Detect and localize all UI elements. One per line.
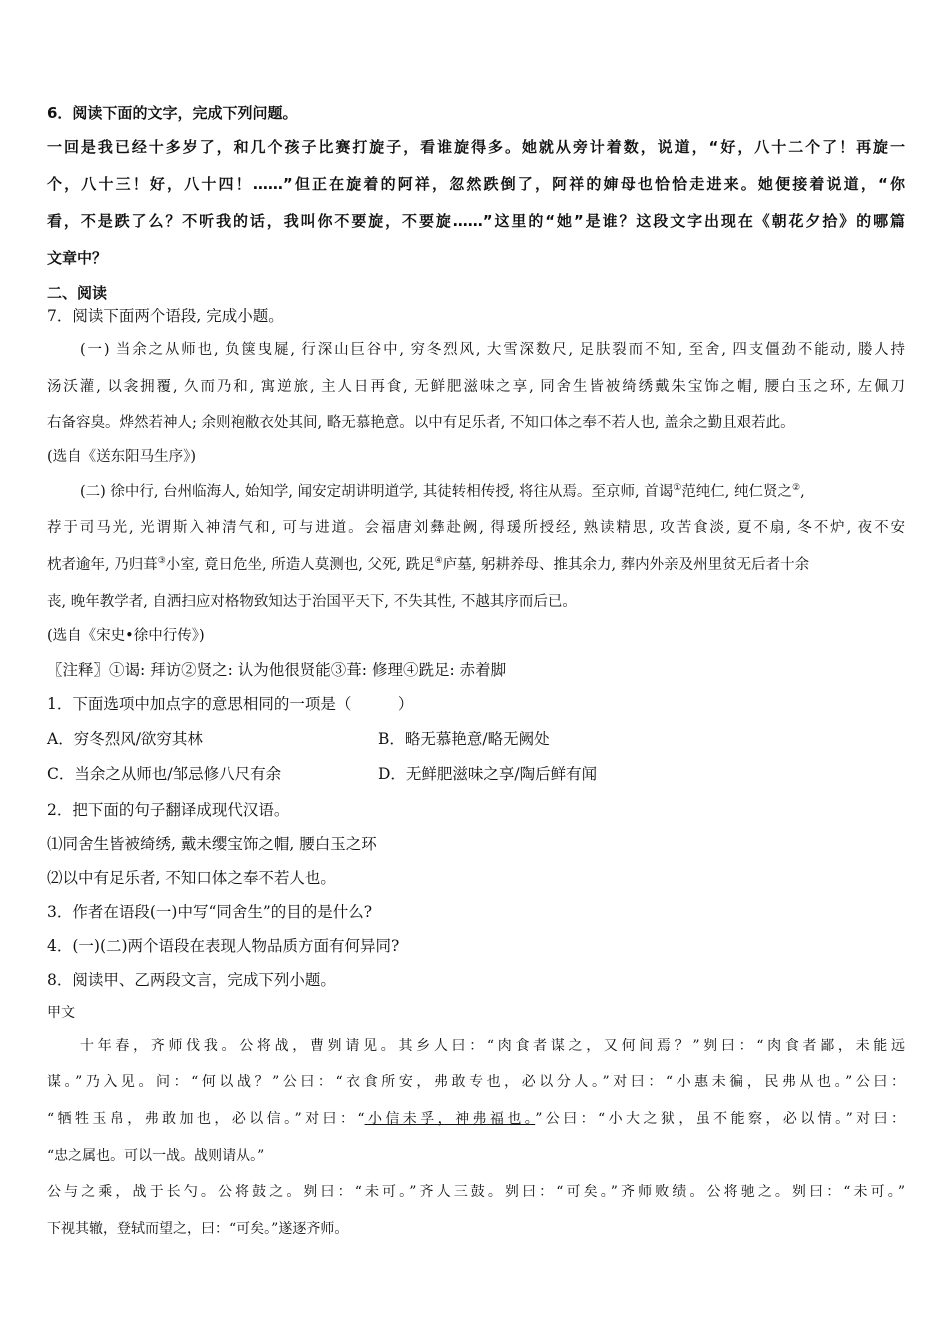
q7-notes: 〖注释〗①谒: 拜访②贤之: 认为他很贤能③葺: 修理④跣足: 赤着脚 [47,661,507,679]
q8-title: 8．阅读甲、乙两段文言，完成下列小题。 [47,971,336,989]
passage2-text: (二) 徐中行, 台州临海人, 始知学, 闻安定胡讲明道学, 其徒转相传授, 将往从焉。至京师, 首谒 [80,484,674,500]
footnote-mark: ④ [434,556,443,567]
passage2-text: 小室, 竟日危坐, 所造人莫测也, 父死, 跣足 [165,557,435,573]
q7-passage1-line-2: 汤沃灌, 以衾拥覆, 久而乃和, 寓逆旅, 主人日再食, 无鲜肥滋味之享, 同舍生皆被绮绣戴朱宝饰之帽, 腰白玉之环, 左佩刀 [47,379,905,395]
q6-title: 6．阅读下面的文字，完成下列问题。 [47,104,298,122]
q8-jia-line-3 [47,1109,905,1129]
q7-subquestion-2: 2．把下面的句子翻译成现代汉语。 [47,801,290,819]
passage2-text: 庐墓, 躬耕养母、推其余力, 葬内外亲及州里贫无后者十余 [442,557,810,573]
jia-text: ”公曰：“小大之狱，虽不能察，必以情。”对曰： [535,1111,905,1127]
jia-text: “牺牲玉帛，弗敢加也，必以信。”对曰：“ [47,1111,365,1127]
q6-line-1: 一回是我已经十多岁了，和几个孩子比赛打旋子，看谁旋得多。她就从旁计着数，说道，“好，八十二个了！再旋一 [47,138,905,156]
q6-line-4: 文章中？ [47,249,108,267]
q7-passage1-source: (选自《送东阳马生序》) [47,449,197,465]
q8-jia-line-1: 十年春，齐师伐我。公将战，曹刿请见。其乡人曰：“肉食者谋之，又何间焉？”刿曰：“肉食者鄙，未能远 [80,1038,905,1054]
q7-passage2-source: (选自《宋史•徐中行传》) [47,628,205,644]
q8-jia-line-6: 下视其辙，登轼而望之，曰：“可矣。”遂逐齐师。 [47,1221,349,1237]
q7-title: 7．阅读下面两个语段, 完成小题。 [47,307,284,325]
section-heading: 二、阅读 [47,284,108,302]
q7-subquestion-4: 4．(一)(二)两个语段在表现人物品质方面有何异同? [47,937,400,955]
q8-jia-label: 甲文 [47,1005,75,1021]
q7-subquestion-2-item-1: ⑴同舍生皆被绮绣, 戴未缨宝饰之帽, 腰白玉之环 [47,835,377,853]
footnote-mark: ② [792,483,801,494]
passage2-text: , [800,484,805,500]
footnote-mark: ③ [157,556,166,567]
option-b[interactable]: B．略无慕艳意/略无阙处 [378,730,550,748]
q6-line-3: 看，不是跌了么？不听我的话，我叫你不要旋，不要旋……”这里的“她”是谁？这段文字出现在《朝花夕拾》的哪篇 [47,212,905,230]
footnote-mark: ① [673,483,682,494]
q7-passage2-line-3 [47,555,809,575]
underlined-sentence: 小信未孚，神弗福也。 [364,1111,536,1127]
q8-jia-line-4: “忠之属也。可以一战。战则请从。” [47,1148,265,1164]
option-d[interactable]: D．无鲜肥滋味之享/陶后鲜有闻 [378,765,598,783]
q7-subquestion-1: 1．下面选项中加点字的意思相同的一项是（ ） [47,695,414,713]
q7-passage2-line-2: 荐于司马光, 光谓斯入神清气和, 可与进道。会福唐刘彝赴阙, 得瑗所授经, 熟读精思, 攻苦食淡, 夏不扇, 冬不炉, 夜不安 [47,520,905,536]
q7-passage1-line-3: 右备容臭。烨然若神人; 余则袍敝衣处其间, 略无慕艳意。以中有足乐者, 不知口体之奉不若人也, 盖余之勤且艰若此。 [47,415,795,431]
passage2-text: 枕者逾年, 乃归葺 [47,557,158,573]
option-c[interactable]: C．当余之从师也/邹忌修八尺有余 [47,765,282,783]
q7-passage2-line-4: 丧, 晚年教学者, 自洒扫应对格物致知达于治国平天下, 不失其性, 不越其序而后已。 [47,594,577,610]
q6-line-2: 个，八十三！好，八十四！……”但正在旋着的阿祥，忽然跌倒了，阿祥的婶母也恰恰走进来。她便接着说道，“你 [47,175,905,193]
q8-jia-line-2: 谋。”乃入见。问：“何以战？”公曰：“衣食所安，弗敢专也，必以分人。”对曰：“小惠未徧，民弗从也。”公曰： [47,1074,905,1090]
q7-passage1-line-1: (一) 当余之从师也, 负箧曳屣, 行深山巨谷中, 穷冬烈风, 大雪深数尺, 足肤裂而不知, 至舍, 四支僵劲不能动, 媵人持 [80,342,905,358]
q7-subquestion-2-item-2: ⑵以中有足乐者, 不知口体之奉不若人也。 [47,869,336,887]
option-a[interactable]: A．穷冬烈风/欲穷其林 [47,730,203,748]
q8-jia-line-5: 公与之乘，战于长勺。公将鼓之。刿曰：“未可。”齐人三鼓。刿曰：“可矣。”齐师败绩。公将驰之。刿曰：“未可。” [47,1184,905,1200]
q7-passage2-line-1 [80,482,805,502]
passage2-text: 范纯仁, 纯仁贤之 [681,484,793,500]
q7-subquestion-3: 3．作者在语段(一)中写“同舍生”的目的是什么? [47,903,373,921]
